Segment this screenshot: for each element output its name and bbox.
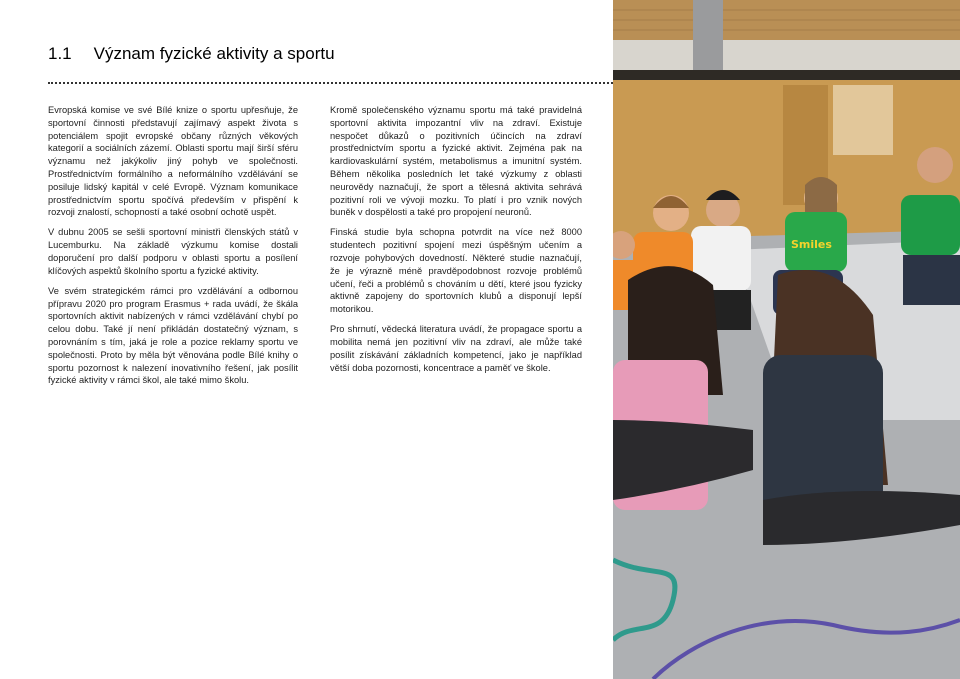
paragraph: Pro shrnutí, vědecká literatura uvádí, že propagace sportu a mobilita nemá jen pozitivní vliv na zdraví, ale může také posílit získávání základních kompetencí, jako je například větší doba pozornosti, koncentrace a paměť ve škole. bbox=[330, 324, 582, 373]
paragraph: Kromě společenského významu sportu má také pravidelná sportovní aktivita impozantní vliv na zdraví. Existuje nespočet důkazů o pozitivních účincích na zdraví prostřednictvím sportu a fyzické aktivit. Zejména pak na kardiovaskulární systém, metabolismus a imunitní systém. Během několika posledních let také výzkumy z oblasti neurovědy naznačují, že sport a tělesná aktivita sehrává pozitivní roli ve vývoji mozku. To platí i pro vznik nových buněk v dospělosti a také pro propojení neuronů. bbox=[330, 105, 582, 218]
section-heading bbox=[48, 44, 335, 64]
paragraph: V dubnu 2005 se sešli sportovní ministři členských států v Lucemburku. Na základě výzkumu komise dostali doporučení pro další podporu v oblasti sportu a posílení klíčových aspektů školního sportu a fyzické aktivity. bbox=[48, 227, 298, 276]
paragraph: Finská studie byla schopna potvrdit na více než 8000 studentech pozitivní spojení mezi úspěšným učením a rozvoje pohybových dovedností. Některé studie naznačují, že je výrazně méně pravděpodobnost rozvoje problémů učení, řeči a problémů s chováním u dětí, které jsou fyzicky aktivně zapojeny do sportovních klubů a disponují lepší motorikou. bbox=[330, 227, 582, 315]
section-number: 1.1 bbox=[48, 44, 72, 63]
gym-photo bbox=[613, 0, 960, 679]
right-column bbox=[330, 104, 582, 382]
paragraph: Ve svém strategickém rámci pro vzdělávání a odbornou přípravu 2020 pro program Erasmus + rada uvádí, že škála sportovních aktivit nabízených v rámci vzdělávání chybí po celou dobu. Také jí není přikládán dostatečný význam, s porovnáním s tím, jaká je role a pozice reklamy sportu ve společnosti. Proto by měla být věnována podle Bílé knihy o sportu pozornost k nalezení inovativního řešení, jak posílit fyzické aktivity v rámci škol, ale také mimo školu. bbox=[48, 285, 298, 386]
left-column bbox=[48, 104, 298, 394]
section-title: Význam fyzické aktivity a sportu bbox=[93, 44, 335, 63]
paragraph: Evropská komise ve své Bílé knize o sportu upřesňuje, že sportovní činnosti představují zajímavý aspekt života s potenciálem spojit evropské občany různých věkových kategorií a sociálních zázemí. Oblasti sportu mají širší sféru významu než jakýkoliv jiný pohyb ve společnosti. Prostřednictvím formálního a neformálního vzdělávání se posiluje lidský kapitál v celé Evropě. Význam komunikace prostřednictvím sportu spočívá především v přispění k rozvoji znalostí, schopností a také osobní ochotě uspět. bbox=[48, 105, 298, 218]
dotted-divider bbox=[48, 82, 613, 84]
shirt-print: Smiles bbox=[791, 238, 832, 251]
